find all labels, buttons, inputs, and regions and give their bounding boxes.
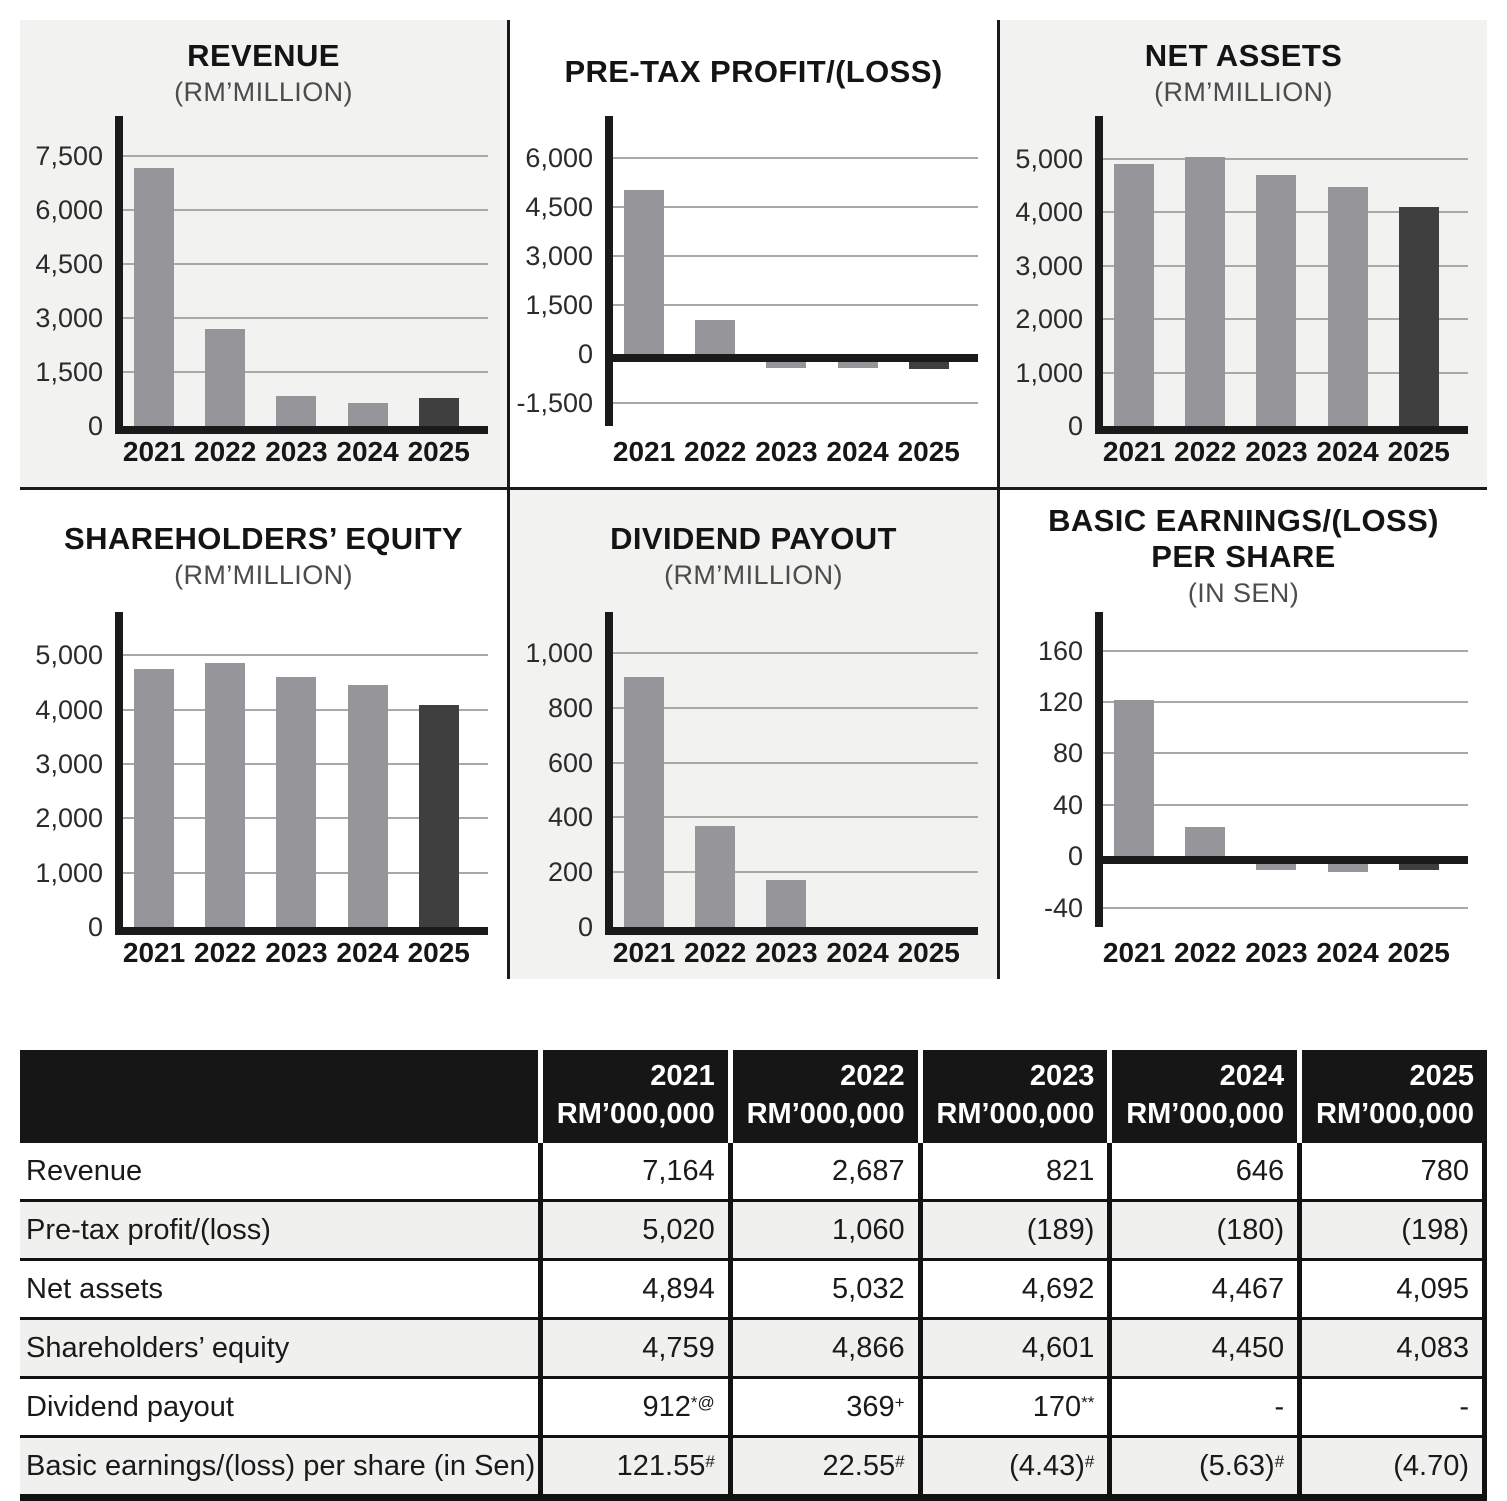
bar-chart bbox=[35, 612, 488, 942]
x-tick-label: 2024 bbox=[336, 436, 399, 467]
x-axis bbox=[1095, 856, 1468, 864]
plot-area bbox=[525, 612, 978, 942]
y-tick-label: 0 bbox=[577, 912, 593, 942]
y-tick-label: 4,500 bbox=[525, 192, 593, 223]
x-tick-label: 2023 bbox=[265, 937, 328, 968]
x-tick-label: 2025 bbox=[897, 937, 960, 968]
value-cell: 2,687 bbox=[728, 1143, 918, 1199]
x-tick-label: 2021 bbox=[1102, 937, 1166, 968]
bar-2025 bbox=[1399, 207, 1439, 426]
chart-panel-basic-eps bbox=[1000, 490, 1487, 979]
row-label: Pre-tax profit/(loss) bbox=[20, 1199, 538, 1258]
value-cell: 5,020 bbox=[538, 1199, 728, 1258]
x-tick-label: 2024 bbox=[826, 436, 889, 467]
chart-panel-dividend-payout bbox=[510, 490, 997, 979]
x-tick-label: 2025 bbox=[1387, 436, 1450, 467]
table-row bbox=[20, 1317, 1487, 1376]
x-tick-label: 2024 bbox=[1316, 436, 1379, 467]
x-tick-label: 2023 bbox=[265, 436, 328, 467]
x-tick-label: 2022 bbox=[1174, 436, 1237, 467]
bar-2024 bbox=[1328, 864, 1368, 871]
value-cell: 4,467 bbox=[1107, 1258, 1297, 1317]
y-tick-label: 1,000 bbox=[35, 857, 103, 888]
x-axis bbox=[1095, 426, 1468, 434]
bar-chart bbox=[1015, 116, 1468, 441]
plot-area bbox=[35, 116, 488, 441]
header-unit: RM’000,000 bbox=[556, 1097, 715, 1130]
header-unit: RM’000,000 bbox=[746, 1097, 905, 1130]
value-cell: 1,060 bbox=[728, 1199, 918, 1258]
x-axis-labels bbox=[613, 931, 978, 973]
bar-2021 bbox=[1114, 164, 1154, 426]
value-cell: (4.43)# bbox=[918, 1435, 1108, 1501]
header-year-2023 bbox=[918, 1050, 1108, 1143]
y-tick-label: 600 bbox=[547, 747, 593, 778]
value-cell: 4,866 bbox=[728, 1317, 918, 1376]
y-tick-label: 6,000 bbox=[35, 194, 103, 225]
chart-subtitle: (IN SEN) bbox=[1187, 577, 1300, 608]
y-axis bbox=[115, 116, 123, 434]
plot-area bbox=[1015, 116, 1468, 441]
x-axis-labels bbox=[123, 931, 488, 973]
header-unit: RM’000,000 bbox=[1126, 1097, 1285, 1130]
gridline bbox=[1103, 701, 1468, 703]
bar-2023 bbox=[1256, 864, 1296, 870]
x-tick-label: 2023 bbox=[1245, 937, 1308, 968]
bar-2022 bbox=[695, 826, 735, 927]
table-header-row bbox=[20, 1050, 1487, 1143]
x-axis-labels bbox=[613, 430, 978, 472]
bar-2021 bbox=[134, 669, 174, 927]
y-tick-label: 2,000 bbox=[1015, 304, 1083, 335]
table-row bbox=[20, 1199, 1487, 1258]
chart-title-block bbox=[1034, 504, 1454, 608]
header-year: 2023 bbox=[1029, 1060, 1095, 1092]
x-axis bbox=[115, 927, 488, 935]
table-row bbox=[20, 1376, 1487, 1435]
x-axis bbox=[115, 426, 488, 434]
bar-2021 bbox=[624, 190, 664, 354]
y-tick-label: 3,000 bbox=[35, 302, 103, 333]
y-tick-label: 5,000 bbox=[35, 640, 103, 671]
header-year-2024 bbox=[1107, 1050, 1297, 1143]
header-year: 2024 bbox=[1219, 1060, 1285, 1092]
bar-2022 bbox=[695, 320, 735, 355]
chart-title: BASIC EARNINGS/(LOSS) PER SHARE bbox=[1048, 503, 1439, 574]
value-cell: 22.55# bbox=[728, 1435, 918, 1501]
bar-2022 bbox=[1185, 157, 1225, 426]
x-axis bbox=[605, 927, 978, 935]
chart-title-block bbox=[174, 34, 353, 112]
x-axis-labels bbox=[1103, 430, 1468, 472]
chart-title: PRE-TAX PROFIT/(LOSS) bbox=[564, 53, 943, 89]
x-tick-label: 2021 bbox=[612, 937, 676, 968]
value-cell: (5.63)# bbox=[1107, 1435, 1297, 1501]
y-tick-label: -40 bbox=[1043, 892, 1083, 923]
bar-2023 bbox=[276, 396, 316, 426]
x-tick-label: 2021 bbox=[122, 937, 186, 968]
chart-title: NET ASSETS bbox=[1144, 38, 1343, 74]
value-cell: 5,032 bbox=[728, 1258, 918, 1317]
bar-2022 bbox=[205, 663, 245, 927]
value-cell: 4,759 bbox=[538, 1317, 728, 1376]
gridline bbox=[613, 402, 978, 404]
header-year: 2021 bbox=[650, 1060, 715, 1092]
x-tick-label: 2022 bbox=[1174, 937, 1237, 968]
gridline bbox=[123, 209, 488, 211]
x-tick-label: 2025 bbox=[407, 436, 470, 467]
value-cell: 7,164 bbox=[538, 1143, 728, 1199]
y-tick-label: 0 bbox=[87, 411, 103, 441]
row-label: Net assets bbox=[20, 1258, 538, 1317]
header-year-2025 bbox=[1297, 1050, 1487, 1143]
value-cell: (189) bbox=[918, 1199, 1108, 1258]
y-axis bbox=[1095, 612, 1103, 927]
gridline bbox=[123, 263, 488, 265]
y-tick-label: 0 bbox=[1067, 411, 1083, 441]
bar-2024 bbox=[348, 685, 388, 927]
bar-2023 bbox=[766, 362, 806, 368]
row-label: Basic earnings/(loss) per share (in Sen) bbox=[20, 1435, 538, 1501]
value-cell: 4,894 bbox=[538, 1258, 728, 1317]
y-tick-label: 1,000 bbox=[525, 638, 593, 669]
value-cell: 170** bbox=[918, 1376, 1108, 1435]
row-label: Shareholders’ equity bbox=[20, 1317, 538, 1376]
y-tick-label: 6,000 bbox=[525, 143, 593, 174]
gridline bbox=[123, 155, 488, 157]
chart-subtitle: (RM’MILLION) bbox=[174, 559, 353, 590]
bar-2024 bbox=[838, 362, 878, 368]
gridline bbox=[1103, 804, 1468, 806]
value-cell: 4,083 bbox=[1297, 1317, 1487, 1376]
plot-area bbox=[35, 612, 488, 942]
header-unit: RM’000,000 bbox=[936, 1097, 1095, 1130]
y-tick-label: 5,000 bbox=[1015, 143, 1083, 174]
value-cell: 4,095 bbox=[1297, 1258, 1487, 1317]
bar-chart bbox=[1037, 612, 1468, 927]
chart-panel-revenue bbox=[20, 20, 507, 487]
gridline bbox=[613, 762, 978, 764]
x-tick-label: 2022 bbox=[194, 436, 257, 467]
y-tick-label: 7,500 bbox=[35, 140, 103, 171]
bar-2023 bbox=[1256, 175, 1296, 426]
x-tick-label: 2021 bbox=[1102, 436, 1166, 467]
chart-title: DIVIDEND PAYOUT bbox=[610, 521, 897, 557]
x-axis-labels bbox=[1103, 931, 1468, 973]
value-cell: 4,692 bbox=[918, 1258, 1108, 1317]
bar-chart bbox=[516, 116, 978, 426]
chart-title-block bbox=[564, 34, 942, 112]
x-tick-label: 2023 bbox=[755, 436, 818, 467]
header-empty-cell bbox=[20, 1050, 538, 1143]
y-tick-label: -1,500 bbox=[516, 388, 593, 419]
gridline bbox=[613, 304, 978, 306]
bar-2022 bbox=[1185, 827, 1225, 856]
y-tick-label: 400 bbox=[547, 802, 593, 833]
x-tick-label: 2024 bbox=[1316, 937, 1379, 968]
chart-title-block bbox=[1145, 34, 1343, 112]
gridline bbox=[613, 206, 978, 208]
gridline bbox=[123, 317, 488, 319]
chart-panel-shareholders-equity bbox=[20, 490, 507, 979]
bar-2025 bbox=[419, 705, 459, 927]
x-tick-label: 2024 bbox=[826, 937, 889, 968]
value-cell: - bbox=[1107, 1376, 1297, 1435]
y-tick-label: 4,000 bbox=[1015, 197, 1083, 228]
bar-2024 bbox=[1328, 187, 1368, 426]
plot-area bbox=[1037, 612, 1468, 927]
value-cell: (180) bbox=[1107, 1199, 1297, 1258]
y-tick-label: 3,000 bbox=[1015, 250, 1083, 281]
gridline bbox=[1103, 158, 1468, 160]
y-tick-label: 1,000 bbox=[1015, 357, 1083, 388]
x-axis-labels bbox=[123, 430, 488, 472]
chart-subtitle: (RM’MILLION) bbox=[664, 559, 843, 590]
gridline bbox=[123, 371, 488, 373]
bar-2025 bbox=[419, 398, 459, 426]
y-axis bbox=[115, 612, 123, 935]
y-tick-label: 40 bbox=[1052, 789, 1083, 820]
x-tick-label: 2025 bbox=[1387, 937, 1450, 968]
financial-summary-table bbox=[20, 1050, 1487, 1501]
bar-2025 bbox=[1399, 864, 1439, 870]
y-tick-label: 120 bbox=[1037, 687, 1083, 717]
bar-2022 bbox=[205, 329, 245, 426]
value-cell: 4,450 bbox=[1107, 1317, 1297, 1376]
bar-2023 bbox=[766, 880, 806, 927]
value-cell: - bbox=[1297, 1376, 1487, 1435]
bar-chart bbox=[525, 612, 978, 942]
x-tick-label: 2023 bbox=[1245, 436, 1308, 467]
x-tick-label: 2022 bbox=[194, 937, 257, 968]
bar-2025 bbox=[909, 362, 949, 368]
x-tick-label: 2025 bbox=[897, 436, 960, 467]
value-cell: 121.55# bbox=[538, 1435, 728, 1501]
gridline bbox=[1103, 907, 1468, 909]
x-tick-label: 2024 bbox=[336, 937, 399, 968]
chart-subtitle: (RM’MILLION) bbox=[1154, 76, 1333, 107]
value-cell: 646 bbox=[1107, 1143, 1297, 1199]
x-axis bbox=[605, 354, 978, 362]
gridline bbox=[1103, 650, 1468, 652]
gridline bbox=[613, 871, 978, 873]
value-cell: 4,601 bbox=[918, 1317, 1108, 1376]
x-tick-label: 2025 bbox=[407, 937, 470, 968]
value-cell: 821 bbox=[918, 1143, 1108, 1199]
bar-2021 bbox=[134, 168, 174, 426]
table-row bbox=[20, 1258, 1487, 1317]
x-tick-label: 2022 bbox=[684, 937, 747, 968]
gridline bbox=[123, 654, 488, 656]
bar-2021 bbox=[1114, 700, 1154, 856]
gridline bbox=[613, 157, 978, 159]
row-label: Revenue bbox=[20, 1143, 538, 1199]
y-axis bbox=[1095, 116, 1103, 434]
gridline bbox=[613, 816, 978, 818]
value-cell: 780 bbox=[1297, 1143, 1487, 1199]
y-tick-label: 2,000 bbox=[35, 803, 103, 834]
header-year-2022 bbox=[728, 1050, 918, 1143]
chart-panel-net-assets bbox=[1000, 20, 1487, 487]
x-tick-label: 2021 bbox=[122, 436, 186, 467]
header-year-2021 bbox=[538, 1050, 728, 1143]
y-tick-label: 4,000 bbox=[35, 694, 103, 725]
chart-title: REVENUE bbox=[187, 38, 340, 74]
bar-2021 bbox=[624, 677, 664, 927]
gridline bbox=[613, 707, 978, 709]
chart-subtitle: (RM’MILLION) bbox=[174, 76, 353, 107]
chart-panel-pretax-profit bbox=[510, 20, 997, 487]
bar-chart bbox=[35, 116, 488, 441]
y-tick-label: 80 bbox=[1052, 738, 1083, 769]
y-tick-label: 200 bbox=[547, 857, 593, 888]
y-tick-label: 4,500 bbox=[35, 248, 103, 279]
y-tick-label: 160 bbox=[1037, 635, 1083, 666]
x-tick-label: 2023 bbox=[755, 937, 818, 968]
x-tick-label: 2021 bbox=[612, 436, 676, 467]
row-label: Dividend payout bbox=[20, 1376, 538, 1435]
header-year: 2025 bbox=[1409, 1060, 1474, 1092]
y-tick-label: 0 bbox=[87, 912, 103, 942]
gridline bbox=[1103, 752, 1468, 754]
bar-2023 bbox=[276, 677, 316, 927]
y-axis bbox=[605, 116, 613, 426]
y-tick-label: 1,500 bbox=[35, 356, 103, 387]
value-cell: (4.70) bbox=[1297, 1435, 1487, 1501]
value-cell: 912*@ bbox=[538, 1376, 728, 1435]
header-unit: RM’000,000 bbox=[1316, 1097, 1474, 1130]
y-axis bbox=[605, 612, 613, 935]
y-tick-label: 0 bbox=[577, 339, 593, 370]
y-tick-label: 0 bbox=[1067, 841, 1083, 872]
y-tick-label: 800 bbox=[547, 692, 593, 723]
header-year: 2022 bbox=[840, 1060, 905, 1092]
table-row bbox=[20, 1435, 1487, 1501]
value-cell: (198) bbox=[1297, 1199, 1487, 1258]
chart-title-block bbox=[64, 504, 463, 608]
value-cell: 369+ bbox=[728, 1376, 918, 1435]
y-tick-label: 1,500 bbox=[525, 290, 593, 321]
gridline bbox=[613, 652, 978, 654]
chart-title: SHAREHOLDERS’ EQUITY bbox=[64, 521, 463, 557]
gridline bbox=[613, 255, 978, 257]
chart-title-block bbox=[610, 504, 897, 608]
y-tick-label: 3,000 bbox=[35, 749, 103, 780]
y-tick-label: 3,000 bbox=[525, 241, 593, 272]
x-tick-label: 2022 bbox=[684, 436, 747, 467]
plot-area bbox=[516, 116, 978, 426]
bar-2024 bbox=[348, 403, 388, 426]
table-row bbox=[20, 1143, 1487, 1199]
charts-grid bbox=[20, 20, 1487, 979]
